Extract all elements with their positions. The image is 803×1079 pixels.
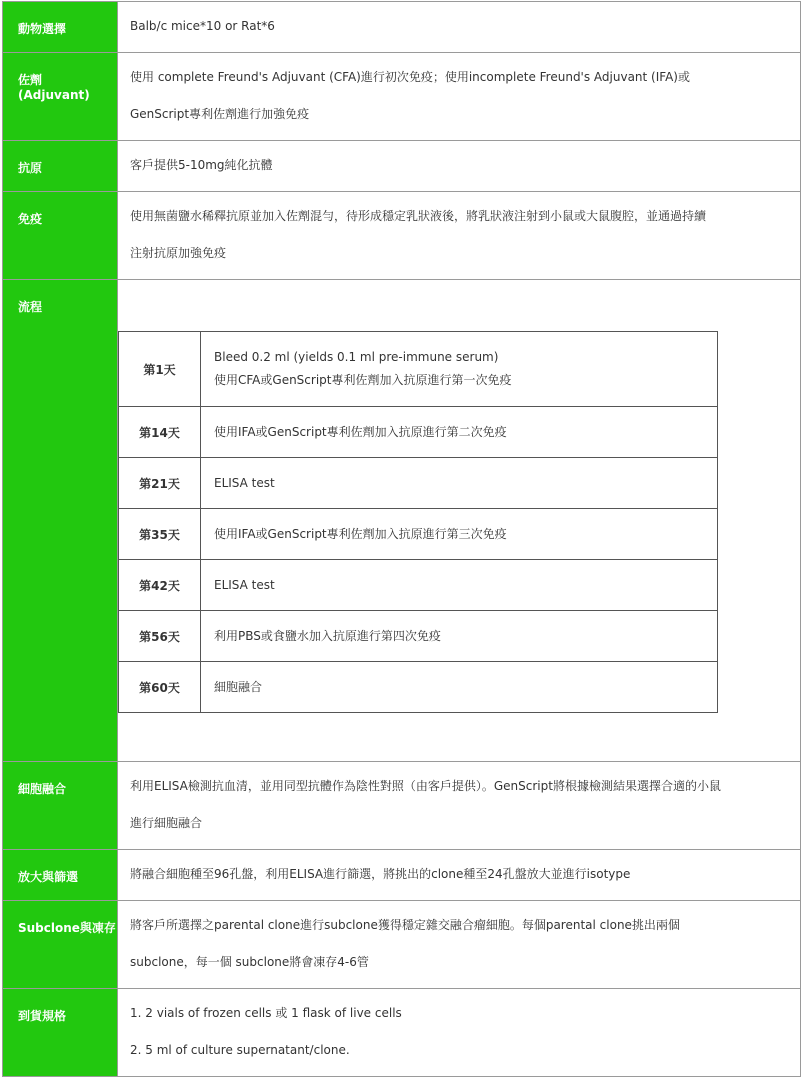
row-label: 抗原 [3, 141, 118, 192]
value-line: 注射抗原加強免疫 [130, 246, 227, 260]
value-line: 1. 2 vials of frozen cells 或 1 flask of live cells [130, 1006, 402, 1020]
row-label: 佐劑 (Adjuvant) [3, 53, 118, 141]
schedule-row [119, 560, 718, 611]
schedule-desc: ELISA test [201, 560, 718, 611]
schedule-day: 第1天 [119, 332, 201, 407]
row-cell-fusion [3, 762, 801, 850]
schedule-row [119, 611, 718, 662]
schedule-row [119, 662, 718, 713]
schedule-desc-line: Bleed 0.2 ml (yields 0.1 ml pre-immune serum) [214, 350, 499, 364]
schedule-desc-line: 使用CFA或GenScript專利佐劑加入抗原進行第一次免疫 [214, 373, 512, 387]
row-antigen [3, 141, 801, 192]
protocol-table [2, 1, 801, 1077]
row-expansion-screening [3, 850, 801, 901]
row-value [118, 53, 801, 141]
schedule-day: 第21天 [119, 458, 201, 509]
schedule-table [118, 331, 718, 713]
row-animal-selection [3, 2, 801, 53]
schedule-day: 第56天 [119, 611, 201, 662]
value-line: subclone，每一個 subclone將會凍存4-6管 [130, 955, 369, 969]
schedule-desc: 利用PBS或食鹽水加入抗原進行第四次免疫 [201, 611, 718, 662]
value-line: 使用無菌鹽水稀釋抗原並加入佐劑混勻，待形成穩定乳狀液後，將乳狀液注射到小鼠或大鼠腹腔，並通過持續 [130, 209, 707, 223]
row-label: 免疫 [3, 192, 118, 280]
schedule-desc [201, 332, 718, 407]
schedule-desc: 細胞融合 [201, 662, 718, 713]
row-adjuvant [3, 53, 801, 141]
row-label: 到貨規格 [3, 989, 118, 1077]
row-value [118, 192, 801, 280]
row-value [118, 989, 801, 1077]
row-value [118, 280, 801, 762]
row-label: 細胞融合 [3, 762, 118, 850]
schedule-row [119, 407, 718, 458]
row-label: 流程 [3, 280, 118, 762]
value-line: 進行細胞融合 [130, 816, 203, 830]
row-value [118, 901, 801, 989]
row-subclone-freezing [3, 901, 801, 989]
schedule-row [119, 509, 718, 560]
value-line: 使用 complete Freund's Adjuvant (CFA)進行初次免疫；使用incomplete Freund's Adjuvant (IFA)或 [130, 70, 690, 84]
schedule-day: 第60天 [119, 662, 201, 713]
value-line: 利用ELISA檢測抗血清，並用同型抗體作為陰性對照（由客戶提供）。GenScript將根據檢測結果選擇合適的小鼠 [130, 779, 721, 793]
row-label: 放大與篩選 [3, 850, 118, 901]
row-value [118, 141, 801, 192]
schedule-row [119, 332, 718, 407]
row-value [118, 762, 801, 850]
row-immunization [3, 192, 801, 280]
row-value [118, 2, 801, 53]
row-label: 動物選擇 [3, 2, 118, 53]
schedule-day: 第14天 [119, 407, 201, 458]
schedule-day: 第35天 [119, 509, 201, 560]
schedule-desc: 使用IFA或GenScript專利佐劑加入抗原進行第二次免疫 [201, 407, 718, 458]
row-process [3, 280, 801, 762]
value-line: GenScript專利佐劑進行加強免疫 [130, 107, 310, 121]
schedule-desc: ELISA test [201, 458, 718, 509]
schedule-row [119, 458, 718, 509]
schedule-desc: 使用IFA或GenScript專利佐劑加入抗原進行第三次免疫 [201, 509, 718, 560]
schedule-day: 第42天 [119, 560, 201, 611]
row-label: Subclone與凍存 [3, 901, 118, 989]
value-line: 將客戶所選擇之parental clone進行subclone獲得穩定雜交融合瘤細胞。每個parental clone挑出兩個 [130, 918, 680, 932]
value-line: 2. 5 ml of culture supernatant/clone. [130, 1043, 350, 1057]
value-line: 將融合細胞種至96孔盤，利用ELISA進行篩選，將挑出的clone種至24孔盤放大並進行isotype [130, 867, 631, 881]
value-line: 客戶提供5-10mg純化抗體 [130, 158, 273, 172]
row-value [118, 850, 801, 901]
row-delivery-spec [3, 989, 801, 1077]
value-line: Balb/c mice*10 or Rat*6 [130, 19, 275, 33]
